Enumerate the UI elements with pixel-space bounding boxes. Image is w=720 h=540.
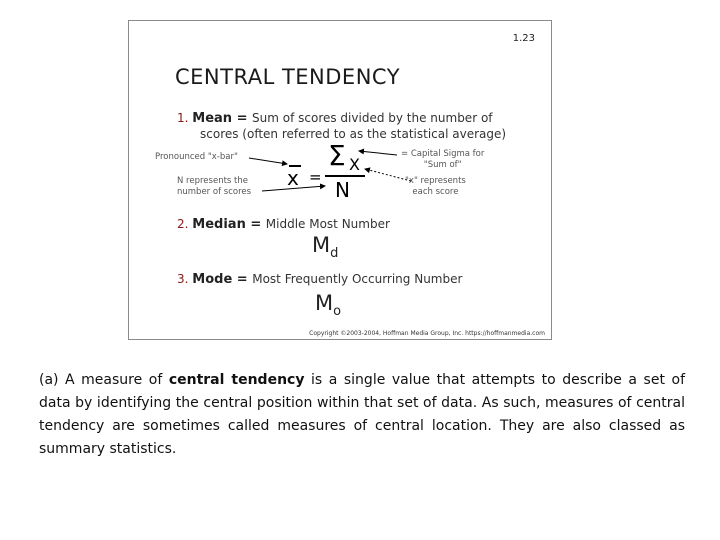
formula-xbar: x (287, 166, 299, 190)
formula-x: X (349, 155, 360, 174)
annotation-xbar: Pronounced "x-bar" (155, 152, 238, 162)
median-symbol (312, 233, 338, 261)
copyright-notice: Copyright ©2003-2004, Hoffman Media Group, Inc. https://hoffmanmedia.com (309, 330, 545, 337)
item-equals: = (245, 217, 266, 232)
list-item-mode (177, 272, 462, 287)
item-number: 3. (177, 272, 189, 286)
caption-rest: is a single value that attempts to describe a set of data by identifying the central position within that set of data. As such, measures of central tendency are sometimes called measures of central location. They are also classed as summary statistics. (39, 372, 685, 457)
mode-symbol-sub: o (333, 304, 342, 320)
item-term-median: Median (192, 217, 246, 232)
formula-equals: = (309, 168, 322, 186)
formula-n: N (335, 178, 350, 202)
item-definition-mode: Most Frequently Occurring Number (252, 272, 463, 286)
annotation-sigma-line1: = Capital Sigma for (401, 149, 485, 159)
formula-sigma: Σ (328, 139, 346, 172)
item-number: 1. (177, 111, 189, 125)
list-item-median (177, 217, 390, 232)
arrow-sigma (359, 151, 397, 155)
item-definition-mean: Sum of scores divided by the number of (252, 111, 493, 125)
median-symbol-sub: d (330, 246, 339, 262)
item-term-mean: Mean (192, 111, 233, 126)
annotation-x-line2: each score (412, 187, 459, 197)
mode-symbol (315, 291, 341, 319)
item-equals: = (232, 272, 253, 287)
median-symbol-base: M (312, 233, 331, 257)
arrow-x (365, 169, 411, 181)
caption-prefix: (a) A measure of (39, 372, 169, 388)
item-equals: = (232, 111, 253, 126)
annotation-sigma-line2: "Sum of" (423, 160, 462, 170)
item-definition-mean-line2: scores (often referred to as the statistical average) (200, 127, 507, 141)
item-number: 2. (177, 217, 189, 231)
slide-image (128, 20, 552, 340)
caption-paragraph (39, 369, 685, 461)
item-term-mode: Mode (192, 272, 233, 287)
annotation-n-line1: N represents the (177, 176, 248, 186)
arrow-xbar (249, 158, 287, 164)
fraction-line (325, 175, 365, 177)
caption-bold-term: central tendency (168, 372, 305, 388)
mode-symbol-base: M (315, 291, 334, 315)
annotation-n-line2: number of scores (177, 187, 252, 197)
annotation-x-line1: "x" represents (405, 176, 466, 186)
item-definition-median: Middle Most Number (265, 217, 390, 231)
slide-page-number: 1.23 (512, 33, 535, 44)
slide-title: CENTRAL TENDENCY (175, 65, 401, 89)
